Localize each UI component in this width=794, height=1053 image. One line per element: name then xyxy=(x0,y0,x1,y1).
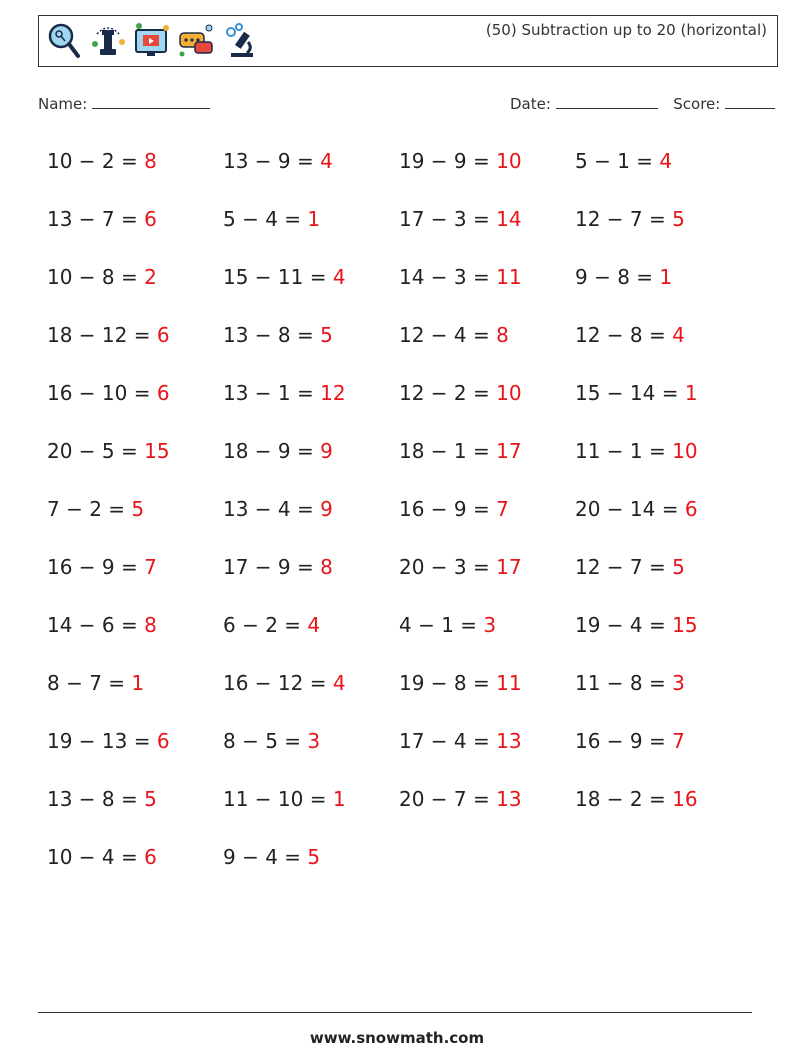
problem-item xyxy=(399,378,575,436)
problem-answer: 15 xyxy=(672,613,698,637)
problem-question: 11 − 1 = xyxy=(575,439,673,463)
problem-item xyxy=(399,146,575,204)
problem-question: 17 − 4 = xyxy=(399,729,497,753)
problem-answer: 5 xyxy=(672,207,685,231)
header-icons xyxy=(45,20,259,62)
problem-answer: 1 xyxy=(307,207,321,231)
problem-item xyxy=(575,784,751,842)
problem-item xyxy=(223,204,399,262)
problem-question: 19 − 4 = xyxy=(575,613,673,637)
score-blank[interactable] xyxy=(725,94,775,109)
problem-question: 12 − 7 = xyxy=(575,555,673,579)
problem-answer: 4 xyxy=(659,149,673,173)
problem-answer: 8 xyxy=(496,323,509,347)
problem-answer: 16 xyxy=(672,787,698,811)
problem-question: 6 − 2 = xyxy=(223,613,308,637)
date-label: Date: xyxy=(510,95,551,113)
problem-question: 10 − 4 = xyxy=(47,845,145,869)
worksheet-title: (50) Subtraction up to 20 (horizontal) xyxy=(485,21,767,39)
name-field xyxy=(38,94,210,113)
microscope-icon xyxy=(221,20,259,62)
problem-item xyxy=(575,668,751,726)
problem-item xyxy=(575,726,751,784)
problem-item xyxy=(223,146,399,204)
problem-item xyxy=(47,610,223,668)
problem-answer: 13 xyxy=(496,787,522,811)
problem-question: 16 − 9 = xyxy=(575,729,673,753)
problem-answer: 7 xyxy=(496,497,509,521)
problem-answer: 11 xyxy=(496,265,522,289)
problem-item xyxy=(223,494,399,552)
problem-answer: 7 xyxy=(144,555,157,579)
score-label: Score: xyxy=(673,95,721,113)
date-score-fields xyxy=(510,94,775,113)
problem-answer: 8 xyxy=(144,149,157,173)
problem-item xyxy=(47,842,223,900)
problem-item xyxy=(47,262,223,320)
problem-question: 20 − 7 = xyxy=(399,787,497,811)
problem-answer: 4 xyxy=(332,265,346,289)
problem-question: 18 − 2 = xyxy=(575,787,673,811)
problem-question: 13 − 8 = xyxy=(47,787,145,811)
problem-answer: 10 xyxy=(496,149,522,173)
chat-bubbles-icon xyxy=(177,20,215,62)
problem-item xyxy=(575,146,751,204)
problem-answer: 3 xyxy=(672,671,685,695)
problem-answer: 15 xyxy=(144,439,170,463)
problem-item xyxy=(399,262,575,320)
problem-question: 13 − 8 = xyxy=(223,323,321,347)
problem-item xyxy=(223,668,399,726)
problem-item xyxy=(223,726,399,784)
problem-question: 19 − 9 = xyxy=(399,149,497,173)
problem-item xyxy=(223,436,399,494)
problem-item xyxy=(575,204,751,262)
date-blank[interactable] xyxy=(556,94,658,109)
problem-item xyxy=(47,146,223,204)
problem-item xyxy=(399,784,575,842)
worksheet-header xyxy=(38,15,778,67)
problem-question: 16 − 10 = xyxy=(47,381,157,405)
problem-answer: 4 xyxy=(332,671,346,695)
problem-question: 14 − 6 = xyxy=(47,613,145,637)
problem-answer: 6 xyxy=(144,845,157,869)
problem-item xyxy=(223,262,399,320)
problem-question: 16 − 9 = xyxy=(399,497,497,521)
problem-answer: 6 xyxy=(156,729,170,753)
problem-item xyxy=(399,726,575,784)
problem-answer: 6 xyxy=(156,381,170,405)
problem-answer: 3 xyxy=(307,729,321,753)
problem-answer: 9 xyxy=(320,439,333,463)
problem-answer: 1 xyxy=(131,671,145,695)
footer-divider xyxy=(38,1012,752,1013)
problem-answer: 9 xyxy=(320,497,333,521)
problem-item xyxy=(575,378,751,436)
footer-url: www.snowmath.com xyxy=(309,1029,485,1047)
problem-item xyxy=(575,320,751,378)
problem-grid xyxy=(47,146,767,900)
problem-item xyxy=(47,494,223,552)
problem-question: 20 − 14 = xyxy=(575,497,685,521)
problem-answer: 6 xyxy=(144,207,157,231)
problem-answer: 6 xyxy=(684,497,698,521)
problem-item xyxy=(47,726,223,784)
problem-question: 15 − 14 = xyxy=(575,381,685,405)
problem-question: 13 − 1 = xyxy=(223,381,321,405)
problem-answer: 5 xyxy=(672,555,685,579)
problem-item xyxy=(47,552,223,610)
problem-item xyxy=(223,320,399,378)
problem-answer: 1 xyxy=(332,787,346,811)
problem-answer: 11 xyxy=(496,671,522,695)
problem-answer: 6 xyxy=(156,323,170,347)
problem-question: 18 − 9 = xyxy=(223,439,321,463)
problem-item xyxy=(47,436,223,494)
problem-question: 11 − 8 = xyxy=(575,671,673,695)
problem-question: 17 − 9 = xyxy=(223,555,321,579)
problem-answer: 4 xyxy=(320,149,333,173)
problem-item xyxy=(575,494,751,552)
problem-answer: 13 xyxy=(496,729,522,753)
problem-item xyxy=(399,436,575,494)
problem-question: 19 − 13 = xyxy=(47,729,157,753)
problem-question: 19 − 8 = xyxy=(399,671,497,695)
problem-item xyxy=(223,784,399,842)
problem-question: 12 − 7 = xyxy=(575,207,673,231)
problem-answer: 14 xyxy=(496,207,522,231)
problem-question: 18 − 1 = xyxy=(399,439,497,463)
problem-question: 10 − 2 = xyxy=(47,149,145,173)
problem-answer: 5 xyxy=(144,787,157,811)
problem-item xyxy=(47,204,223,262)
problem-question: 11 − 10 = xyxy=(223,787,333,811)
problem-item xyxy=(399,668,575,726)
problem-answer: 1 xyxy=(684,381,698,405)
problem-answer: 5 xyxy=(131,497,145,521)
problem-question: 12 − 4 = xyxy=(399,323,497,347)
problem-question: 13 − 4 = xyxy=(223,497,321,521)
problem-answer: 12 xyxy=(320,381,346,405)
name-label: Name: xyxy=(38,95,88,113)
problem-answer: 5 xyxy=(307,845,321,869)
problem-question: 16 − 9 = xyxy=(47,555,145,579)
problem-question: 9 − 8 = xyxy=(575,265,660,289)
problem-answer: 4 xyxy=(307,613,321,637)
problem-item xyxy=(399,320,575,378)
problem-question: 18 − 12 = xyxy=(47,323,157,347)
problem-question: 7 − 2 = xyxy=(47,497,132,521)
problem-item xyxy=(223,610,399,668)
problem-answer: 17 xyxy=(496,439,522,463)
problem-answer: 2 xyxy=(144,265,157,289)
problem-question: 8 − 7 = xyxy=(47,671,132,695)
problem-answer: 17 xyxy=(496,555,522,579)
problem-item xyxy=(399,204,575,262)
problem-item xyxy=(223,378,399,436)
problem-question: 5 − 1 = xyxy=(575,149,660,173)
problem-question: 16 − 12 = xyxy=(223,671,333,695)
problem-item xyxy=(399,610,575,668)
problem-question: 13 − 7 = xyxy=(47,207,145,231)
problem-item xyxy=(223,552,399,610)
problem-question: 8 − 5 = xyxy=(223,729,308,753)
problem-answer: 5 xyxy=(320,323,333,347)
problem-question: 20 − 3 = xyxy=(399,555,497,579)
problem-item xyxy=(575,610,751,668)
magnifier-icon xyxy=(45,20,83,62)
problem-question: 10 − 8 = xyxy=(47,265,145,289)
problem-question: 4 − 1 = xyxy=(399,613,484,637)
problem-question: 17 − 3 = xyxy=(399,207,497,231)
problem-item xyxy=(47,320,223,378)
problem-question: 15 − 11 = xyxy=(223,265,333,289)
problem-item xyxy=(399,552,575,610)
problem-question: 13 − 9 = xyxy=(223,149,321,173)
name-blank[interactable] xyxy=(92,94,210,109)
problem-item xyxy=(47,378,223,436)
problem-item xyxy=(575,436,751,494)
problem-item xyxy=(223,842,399,900)
problem-question: 20 − 5 = xyxy=(47,439,145,463)
problem-answer: 10 xyxy=(672,439,698,463)
problem-answer: 8 xyxy=(144,613,157,637)
problem-item xyxy=(47,784,223,842)
problem-answer: 7 xyxy=(672,729,685,753)
problem-question: 12 − 8 = xyxy=(575,323,673,347)
problem-question: 5 − 4 = xyxy=(223,207,308,231)
problem-answer: 1 xyxy=(659,265,673,289)
problem-question: 14 − 3 = xyxy=(399,265,497,289)
problem-item xyxy=(47,668,223,726)
problem-question: 9 − 4 = xyxy=(223,845,308,869)
problem-item xyxy=(575,552,751,610)
problem-answer: 10 xyxy=(496,381,522,405)
problem-answer: 8 xyxy=(320,555,333,579)
chess-rook-icon xyxy=(89,20,127,62)
video-monitor-icon xyxy=(133,20,171,62)
problem-item xyxy=(575,262,751,320)
problem-item xyxy=(399,494,575,552)
problem-question: 12 − 2 = xyxy=(399,381,497,405)
problem-answer: 4 xyxy=(672,323,685,347)
problem-answer: 3 xyxy=(483,613,497,637)
